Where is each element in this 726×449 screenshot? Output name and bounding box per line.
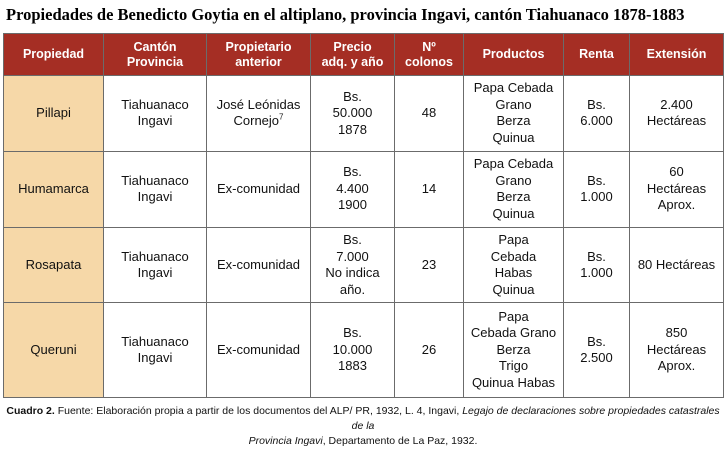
cell-extension bbox=[630, 227, 724, 303]
cell-text: Grano bbox=[495, 96, 532, 112]
cell-text: 850 bbox=[665, 325, 688, 341]
cell-text: Quinua bbox=[492, 129, 535, 145]
cell-renta bbox=[564, 76, 630, 152]
cell-text: 1.000 bbox=[580, 189, 613, 205]
caption-label: Cuadro 2. bbox=[6, 405, 55, 417]
cell-text-line bbox=[632, 358, 721, 375]
cell-text-line bbox=[313, 197, 392, 214]
cell-text: Trigo bbox=[498, 358, 529, 374]
cell-text-line bbox=[209, 342, 308, 359]
cell-text: Pillapi bbox=[36, 105, 71, 121]
cell-text-line bbox=[466, 130, 561, 147]
cell-text: Ingavi bbox=[137, 189, 173, 205]
header-text-line: Cantón bbox=[133, 39, 177, 54]
cell-text-line bbox=[466, 156, 561, 173]
cell-text-line bbox=[106, 265, 204, 282]
cell-text-line bbox=[466, 282, 561, 299]
cell-text-line bbox=[313, 358, 392, 375]
cell-text: Ingavi bbox=[137, 350, 173, 366]
cell-text-line bbox=[313, 181, 392, 198]
cell-renta bbox=[564, 151, 630, 227]
cell-text-line bbox=[106, 173, 204, 190]
cell-text-line bbox=[466, 375, 561, 392]
cell-propietario bbox=[207, 303, 311, 398]
cell-text-line bbox=[566, 265, 627, 282]
caption-italic-title-1: Legajo de declaraciones sobre propiedades catastrales de la bbox=[351, 405, 720, 432]
cell-text: Humamarca bbox=[18, 180, 89, 196]
cell-text-line bbox=[466, 249, 561, 266]
header-text-line: Extensión bbox=[646, 47, 707, 61]
cell-text: 48 bbox=[421, 105, 437, 121]
cell-extension bbox=[630, 303, 724, 398]
cell-productos bbox=[464, 76, 564, 152]
cell-text: Bs. bbox=[343, 164, 362, 180]
cell-text-line bbox=[313, 89, 392, 106]
cell-text-line bbox=[313, 105, 392, 122]
cell-text-line bbox=[632, 164, 721, 181]
cell-text: Bs. bbox=[343, 325, 362, 341]
cell-text: 26 bbox=[421, 341, 437, 357]
header-canton-provincia bbox=[104, 34, 207, 76]
cell-text-line bbox=[106, 113, 204, 130]
header-propiedad bbox=[4, 34, 104, 76]
cell-text-line bbox=[209, 97, 308, 114]
header-text-line: colonos bbox=[405, 54, 453, 69]
cell-text: 60 bbox=[669, 164, 684, 180]
cell-text: Bs. bbox=[587, 172, 606, 188]
cell-text-line bbox=[313, 122, 392, 139]
cell-text-line bbox=[466, 189, 561, 206]
cell-text-line bbox=[313, 282, 392, 299]
cell-text-line bbox=[566, 113, 627, 130]
cell-text-line bbox=[209, 113, 308, 130]
cell-propiedad bbox=[4, 227, 104, 303]
cell-text: 14 bbox=[421, 180, 437, 196]
cell-renta bbox=[564, 227, 630, 303]
cell-text: Tiahuanaco bbox=[121, 172, 189, 188]
cell-text-line bbox=[466, 113, 561, 130]
cell-propiedad bbox=[4, 76, 104, 152]
cell-text: Bs. bbox=[343, 88, 362, 104]
cell-text: 50.000 bbox=[332, 105, 373, 121]
cell-text: Cornejo bbox=[233, 113, 280, 129]
header-text-line: Renta bbox=[579, 47, 614, 61]
cell-text: Tiahuanaco bbox=[121, 96, 189, 112]
header-text-line: Propietario bbox=[225, 39, 292, 54]
cell-text: Ingavi bbox=[137, 113, 173, 129]
cell-canton bbox=[104, 76, 207, 152]
cell-text: Ex-comunidad bbox=[216, 180, 301, 196]
cell-text-line bbox=[566, 189, 627, 206]
cell-text-line bbox=[313, 342, 392, 359]
cell-text-line bbox=[566, 350, 627, 367]
cell-text-line bbox=[466, 97, 561, 114]
cell-propietario bbox=[207, 227, 311, 303]
cell-text-line bbox=[632, 342, 721, 359]
header-text-line: Propiedad bbox=[22, 47, 85, 61]
cell-text: 6.000 bbox=[580, 113, 613, 129]
cell-productos bbox=[464, 303, 564, 398]
table-row bbox=[4, 151, 724, 227]
header-text-line: Precio bbox=[333, 39, 372, 54]
cell-text: Berza bbox=[496, 113, 531, 129]
cell-text: 1.000 bbox=[580, 265, 613, 281]
cell-colonos bbox=[395, 151, 464, 227]
cell-extension bbox=[630, 151, 724, 227]
cell-text-line bbox=[632, 181, 721, 198]
header-text-line: anterior bbox=[235, 54, 282, 69]
table-row bbox=[4, 303, 724, 398]
cell-text-line bbox=[466, 358, 561, 375]
cell-propietario bbox=[207, 76, 311, 152]
cell-text: Aprox. bbox=[657, 358, 696, 374]
cell-text-line bbox=[313, 265, 392, 282]
page-title: Propiedades de Benedicto Goytia en el altiplano, provincia Ingavi, cantón Tiahuanaco 1878-1883 bbox=[6, 5, 685, 24]
cell-text: Papa bbox=[498, 308, 529, 324]
cell-extension bbox=[630, 76, 724, 152]
cell-text-line bbox=[466, 173, 561, 190]
cell-productos bbox=[464, 227, 564, 303]
cell-text: Berza bbox=[496, 189, 531, 205]
table-row bbox=[4, 227, 724, 303]
cell-text-line bbox=[466, 232, 561, 249]
cell-text: Tiahuanaco bbox=[121, 248, 189, 264]
cell-text: 2.400 bbox=[660, 96, 693, 112]
cell-text-line bbox=[106, 189, 204, 206]
cell-text-line bbox=[466, 206, 561, 223]
cell-colonos bbox=[395, 303, 464, 398]
cell-text: Papa bbox=[498, 232, 529, 248]
cell-text-line bbox=[566, 334, 627, 351]
cell-text-line bbox=[632, 257, 721, 274]
cell-text-line bbox=[632, 113, 721, 130]
cell-text: José Leónidas bbox=[216, 96, 301, 112]
cell-text: 1883 bbox=[338, 358, 367, 374]
table-row bbox=[4, 76, 724, 152]
cell-text: No indica bbox=[325, 265, 380, 281]
cell-text-line bbox=[632, 197, 721, 214]
cell-text: Hectáreas bbox=[646, 113, 707, 129]
cell-propiedad bbox=[4, 151, 104, 227]
cell-text-line bbox=[466, 80, 561, 97]
cell-text: Cebada bbox=[490, 248, 537, 264]
cell-precio bbox=[311, 151, 395, 227]
cell-precio bbox=[311, 76, 395, 152]
cell-colonos bbox=[395, 227, 464, 303]
cell-text-line bbox=[466, 309, 561, 326]
header-text-line: Provincia bbox=[126, 54, 184, 69]
cell-text-line bbox=[106, 97, 204, 114]
header-extension bbox=[630, 34, 724, 76]
cell-text-line bbox=[466, 265, 561, 282]
cell-text: Quinua bbox=[492, 205, 535, 221]
cell-canton bbox=[104, 303, 207, 398]
cell-text: Queruni bbox=[30, 341, 77, 357]
cell-text: Aprox. bbox=[657, 197, 696, 213]
cell-text: Habas bbox=[494, 265, 533, 281]
cell-text: Bs. bbox=[343, 232, 362, 248]
properties-table bbox=[3, 33, 724, 398]
cell-text: Hectáreas bbox=[646, 341, 707, 357]
cell-text: Grano bbox=[495, 172, 532, 188]
cell-text-line bbox=[106, 334, 204, 351]
header-text-line: Nº bbox=[422, 39, 436, 54]
table-header-row bbox=[4, 34, 724, 76]
cell-text-line bbox=[313, 249, 392, 266]
cell-text-line bbox=[566, 97, 627, 114]
cell-text: 80 Hectáreas bbox=[637, 256, 716, 272]
cell-text: 4.400 bbox=[336, 180, 369, 196]
cell-canton bbox=[104, 151, 207, 227]
cell-text: Rosapata bbox=[25, 256, 82, 272]
cell-propietario bbox=[207, 151, 311, 227]
cell-text: Papa Cebada bbox=[473, 80, 554, 96]
cell-canton bbox=[104, 227, 207, 303]
cell-propiedad bbox=[4, 303, 104, 398]
cell-productos bbox=[464, 151, 564, 227]
cell-text: Bs. bbox=[587, 248, 606, 264]
caption-source-end: , Departamento de La Paz, 1932. bbox=[322, 435, 478, 447]
cell-text-line bbox=[466, 342, 561, 359]
cell-text: Papa Cebada bbox=[473, 156, 554, 172]
cell-text: Quinua bbox=[492, 281, 535, 297]
cell-text-line bbox=[632, 97, 721, 114]
cell-text: 2.500 bbox=[580, 350, 613, 366]
cell-text-line bbox=[106, 249, 204, 266]
cell-text-line bbox=[209, 257, 308, 274]
cell-text-line bbox=[466, 325, 561, 342]
cell-text-line bbox=[566, 249, 627, 266]
caption-source-text: Fuente: Elaboración propia a partir de los documentos del ALP/ PR, 1932, L. 4, Ingavi, bbox=[54, 405, 463, 417]
caption-italic-title-2: Provincia Ingavi bbox=[248, 435, 323, 447]
cell-text-line bbox=[106, 350, 204, 367]
header-propietario-anterior bbox=[207, 34, 311, 76]
header-colonos bbox=[395, 34, 464, 76]
cell-colonos bbox=[395, 76, 464, 152]
cell-text-line bbox=[313, 164, 392, 181]
cell-text: 10.000 bbox=[332, 341, 373, 357]
cell-text: 7.000 bbox=[336, 248, 369, 264]
cell-text: 1878 bbox=[338, 121, 367, 137]
cell-text: Bs. bbox=[587, 333, 606, 349]
cell-precio bbox=[311, 227, 395, 303]
cell-text-line bbox=[209, 181, 308, 198]
cell-text: año. bbox=[339, 281, 366, 297]
table-body bbox=[4, 76, 724, 398]
cell-renta bbox=[564, 303, 630, 398]
cell-text: Hectáreas bbox=[646, 180, 707, 196]
cell-text: Ex-comunidad bbox=[216, 341, 301, 357]
cell-text: Ex-comunidad bbox=[216, 256, 301, 272]
cell-text: Quinua Habas bbox=[471, 374, 556, 390]
header-renta bbox=[564, 34, 630, 76]
header-text-line: Productos bbox=[482, 47, 545, 61]
cell-text-line bbox=[632, 325, 721, 342]
cell-text: 1900 bbox=[338, 197, 367, 213]
header-productos bbox=[464, 34, 564, 76]
cell-text-line bbox=[313, 232, 392, 249]
cell-text: Tiahuanaco bbox=[121, 333, 189, 349]
table-caption bbox=[6, 404, 720, 449]
cell-precio bbox=[311, 303, 395, 398]
header-precio bbox=[311, 34, 395, 76]
cell-text: 23 bbox=[421, 256, 437, 272]
cell-text: Bs. bbox=[587, 96, 606, 112]
cell-text: Berza bbox=[496, 341, 531, 357]
cell-text: Ingavi bbox=[137, 265, 173, 281]
cell-text: Cebada Grano bbox=[470, 325, 557, 341]
header-text-line: adq. y año bbox=[321, 54, 384, 69]
footnote-marker: 7 bbox=[279, 113, 284, 123]
cell-text-line bbox=[313, 325, 392, 342]
cell-text-line bbox=[566, 173, 627, 190]
